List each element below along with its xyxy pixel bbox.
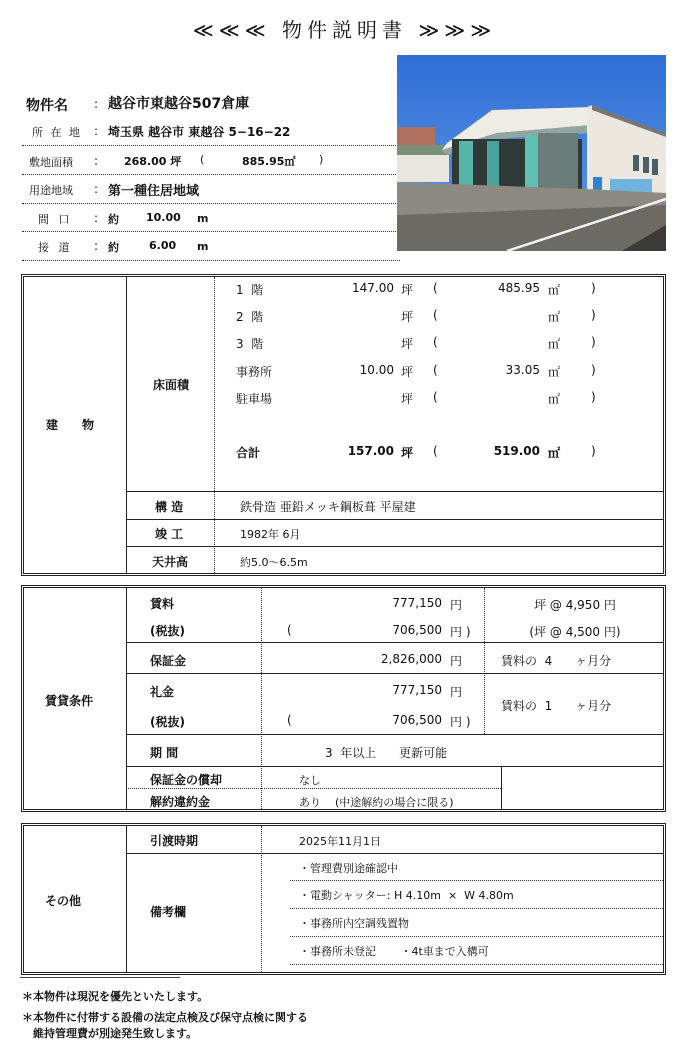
divider <box>22 231 400 232</box>
sqm-unit: ㎡ <box>548 337 561 351</box>
paren-close: ) <box>591 363 596 377</box>
warehouse-photo-image <box>397 55 666 251</box>
row-divider <box>126 734 663 735</box>
floor-area-label: 床面積 <box>153 378 190 392</box>
paren-open: ( <box>200 153 205 166</box>
warehouse-photo <box>397 55 666 251</box>
floor-tsubo: 10.00 <box>359 363 394 377</box>
row-divider <box>126 491 663 492</box>
paren-open: ( <box>433 335 438 349</box>
land-area-sqm: 885.95㎡ <box>242 155 296 168</box>
colon: : <box>94 182 99 196</box>
row-divider <box>126 788 501 789</box>
row-divider <box>126 519 663 520</box>
sqm-unit: ㎡ <box>548 446 561 460</box>
deposit-label: 保証金 <box>150 654 187 668</box>
note-item: ＊本物件は現況を優先といたします。 <box>22 990 209 1003</box>
land-area-tsubo: 268.00 坪 <box>124 155 182 168</box>
yen-unit: 円 ) <box>450 625 471 639</box>
zoning-value: 第一種住居地域 <box>108 184 200 199</box>
rent-label: 賃料 <box>150 597 175 611</box>
floor-name: 1 階 <box>236 283 264 297</box>
row-divider <box>126 766 663 767</box>
divider <box>20 977 180 978</box>
tsubo-unit: 坪 <box>401 365 414 379</box>
divider <box>22 203 400 204</box>
paren-open: ( <box>433 444 438 458</box>
tsubo-unit: 坪 <box>401 446 414 460</box>
remark-item: ・事務所内空調残置物 <box>299 917 409 930</box>
frontage-label: 間 口 <box>38 213 73 226</box>
column-divider <box>126 588 127 809</box>
key-money-note: 賃料の 1 ヶ月分 <box>501 699 612 713</box>
column-divider <box>484 588 485 734</box>
divider <box>22 145 400 146</box>
rent-tax-excluded-label: (税抜) <box>150 624 185 638</box>
key-money-value: 777,150 <box>392 683 442 697</box>
road-value: 6.00 <box>149 239 177 252</box>
note-item: 維持管理費が別途発生致します。 <box>22 1027 198 1040</box>
yen-unit: 円 <box>450 685 463 699</box>
row-divider <box>126 673 663 674</box>
floor-total-label: 合計 <box>236 446 261 460</box>
road-prefix: 約 <box>108 241 119 254</box>
paren-open: ( <box>433 281 438 295</box>
floor-sqm: 485.95 <box>498 281 540 295</box>
completed-value: 1982年 6月 <box>240 528 301 541</box>
key-money-tax-excluded-label: (税抜) <box>150 715 185 729</box>
frontage-prefix: 約 <box>108 213 119 226</box>
colon: : <box>94 239 99 253</box>
sqm-unit: ㎡ <box>548 310 561 324</box>
frontage-value: 10.00 <box>146 211 181 224</box>
completed-label: 竣 工 <box>155 527 184 541</box>
paren-close: ) <box>319 153 324 166</box>
property-name-value: 越谷市東越谷507倉庫 <box>108 96 250 112</box>
frontage-unit: m <box>197 212 209 225</box>
colon: : <box>94 97 99 111</box>
address-label: 所 在 地 <box>32 126 82 139</box>
structure-value: 鉄骨造 亜鉛メッキ鋼板葺 平屋建 <box>240 500 416 514</box>
floor-total-sqm: 519.00 <box>493 444 540 458</box>
key-money-tax-excluded-value: 706,500 <box>392 713 442 727</box>
column-divider <box>261 588 262 809</box>
paren-open: ( <box>433 390 438 404</box>
remarks-label: 備考欄 <box>150 905 187 919</box>
road-label: 接 道 <box>38 241 73 254</box>
column-divider <box>214 277 215 573</box>
row-divider <box>290 936 663 937</box>
floor-name: 2 階 <box>236 310 264 324</box>
row-divider <box>126 546 663 547</box>
other-section-label: その他 <box>45 894 82 908</box>
remark-item: ・電動シャッター: H 4.10m × W 4.80m <box>299 889 514 902</box>
divider <box>22 174 400 175</box>
paren-close: ) <box>591 335 596 349</box>
rent-tax-excluded-value: 706,500 <box>392 623 442 637</box>
column-divider <box>261 826 262 972</box>
floor-name: 駐車場 <box>236 392 273 406</box>
row-divider <box>290 908 663 909</box>
building-section-label: 建 物 <box>46 418 95 432</box>
floor-name: 3 階 <box>236 337 264 351</box>
sqm-unit: ㎡ <box>548 365 561 379</box>
paren-close: ) <box>591 281 596 295</box>
paren-open: ( <box>287 713 292 727</box>
paren-close: ) <box>591 308 596 322</box>
lease-section-label: 賃貸条件 <box>45 694 94 708</box>
remark-item: ・事務所未登記 ・4t車まで入構可 <box>299 945 489 958</box>
row-divider <box>126 642 663 643</box>
term-value: 3 年以上 更新可能 <box>325 746 448 760</box>
deposit-amortization-value: なし <box>299 774 321 787</box>
paren-close: ) <box>591 390 596 404</box>
colon: : <box>94 124 99 138</box>
yen-unit: 円 ) <box>450 715 471 729</box>
rent-per-tsubo: 坪 @ 4,950 円 <box>534 598 616 612</box>
floor-sqm: 33.05 <box>505 363 540 377</box>
structure-label: 構 造 <box>155 500 184 514</box>
tsubo-unit: 坪 <box>401 310 414 324</box>
deposit-amortization-label: 保証金の償却 <box>150 773 223 787</box>
property-name-label: 物件名 <box>26 98 68 114</box>
rent-value: 777,150 <box>392 596 442 610</box>
yen-unit: 円 <box>450 654 463 668</box>
document-title: ≪≪≪ 物件説明書 ≫≫≫ <box>192 18 497 42</box>
handover-label: 引渡時期 <box>150 834 199 848</box>
deposit-value: 2,826,000 <box>380 652 442 666</box>
floor-name: 事務所 <box>236 365 273 379</box>
colon: : <box>94 211 99 225</box>
paren-open: ( <box>433 308 438 322</box>
paren-open: ( <box>433 363 438 377</box>
remark-item: ・管理費別途確認中 <box>299 862 398 875</box>
road-unit: m <box>197 240 209 253</box>
yen-unit: 円 <box>450 598 463 612</box>
sqm-unit: ㎡ <box>548 392 561 406</box>
address-value: 埼玉県 越谷市 東越谷 5−16−22 <box>108 125 291 139</box>
note-item: ＊本物件に付帯する設備の法定点検及び保守点検に関する <box>22 1011 308 1024</box>
tsubo-unit: 坪 <box>401 392 414 406</box>
floor-total-tsubo: 157.00 <box>347 444 394 458</box>
column-divider <box>126 277 127 573</box>
row-divider <box>290 964 663 965</box>
key-money-label: 礼金 <box>150 685 175 699</box>
rent-tax-excluded-per-tsubo: (坪 @ 4,500 円) <box>529 625 621 639</box>
zoning-label: 用途地域 <box>29 184 73 197</box>
ceiling-height-value: 約5.0〜6.5m <box>240 556 308 569</box>
paren-close: ) <box>591 444 596 458</box>
cancellation-penalty-label: 解約違約金 <box>150 795 211 809</box>
divider <box>22 260 400 261</box>
tsubo-unit: 坪 <box>401 283 414 297</box>
ceiling-height-label: 天井高 <box>152 555 189 569</box>
column-divider <box>126 826 127 972</box>
column-divider <box>501 766 502 809</box>
tsubo-unit: 坪 <box>401 337 414 351</box>
term-label: 期 間 <box>150 746 179 760</box>
paren-open: ( <box>287 623 292 637</box>
deposit-note: 賃料の 4 ヶ月分 <box>501 654 612 668</box>
colon: : <box>94 154 99 168</box>
row-divider <box>290 880 663 881</box>
row-divider <box>126 853 663 854</box>
handover-value: 2025年11月1日 <box>299 835 381 848</box>
cancellation-penalty-value: あり (中途解約の場合に限る) <box>299 796 454 809</box>
building-section <box>21 274 666 576</box>
sqm-unit: ㎡ <box>548 283 561 297</box>
floor-tsubo: 147.00 <box>352 281 394 295</box>
land-area-label: 敷地面積 <box>29 156 73 169</box>
